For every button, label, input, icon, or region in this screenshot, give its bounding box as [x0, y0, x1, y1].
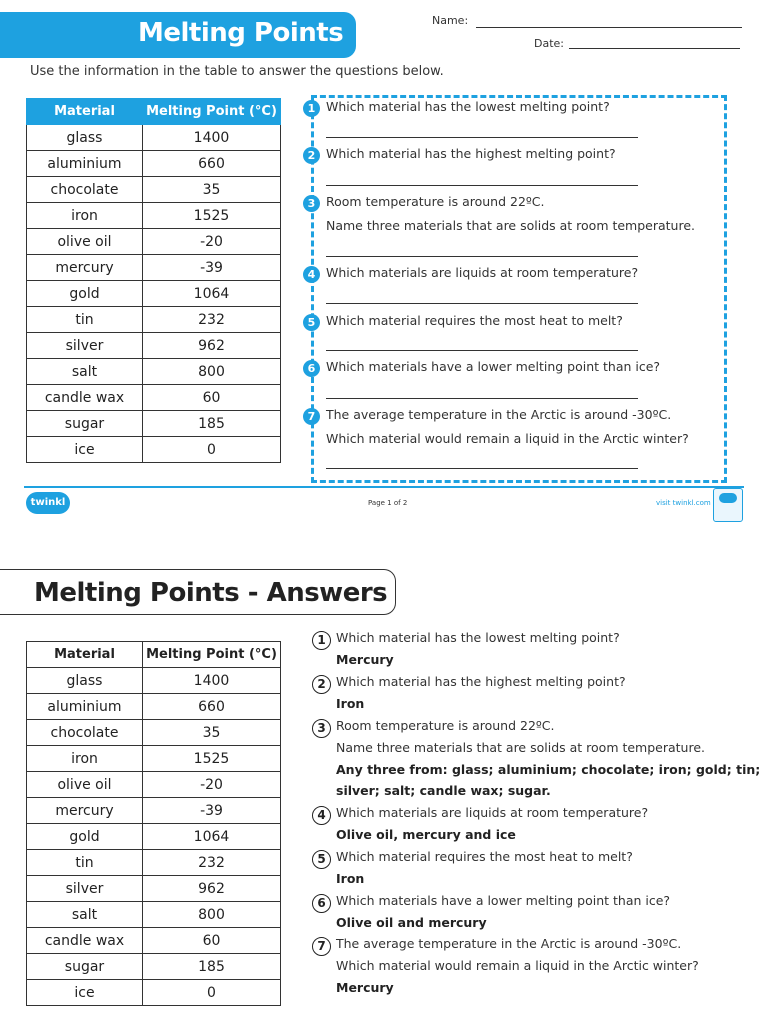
answer-text: silver; salt; candle wax; sugar. — [336, 783, 551, 798]
table-row — [27, 255, 281, 281]
melting-point-cell: -20 — [143, 772, 281, 798]
table-body — [27, 668, 281, 1006]
answer-question-text: Which material has the highest melting point? — [336, 674, 626, 689]
material-cell: mercury — [27, 255, 143, 281]
material-cell: ice — [27, 437, 143, 463]
answer-line[interactable] — [326, 137, 638, 138]
question-text: Which materials are liquids at room temperature? — [326, 265, 639, 280]
material-cell: aluminium — [27, 151, 143, 177]
melting-point-cell: 60 — [143, 385, 281, 411]
answer-question-text: Room temperature is around 22ºC. — [336, 718, 555, 733]
material-cell: iron — [27, 203, 143, 229]
visit-link[interactable]: visit twinkl.com — [656, 499, 711, 507]
material-cell: iron — [27, 746, 143, 772]
material-cell: tin — [27, 307, 143, 333]
material-cell: tin — [27, 850, 143, 876]
material-cell: ice — [27, 980, 143, 1006]
table-row — [27, 824, 281, 850]
melting-point-cell: 962 — [143, 876, 281, 902]
material-cell: olive oil — [27, 229, 143, 255]
answer-question-text: Which materials are liquids at room temperature? — [336, 805, 649, 820]
material-cell: candle wax — [27, 385, 143, 411]
answer-number-icon: 1 — [312, 631, 331, 650]
melting-point-cell: 0 — [143, 980, 281, 1006]
question-text: Room temperature is around 22ºC. — [326, 194, 545, 209]
melting-point-cell: 185 — [143, 411, 281, 437]
table-row — [27, 229, 281, 255]
melting-point-cell: 1064 — [143, 281, 281, 307]
melting-point-cell: 35 — [143, 177, 281, 203]
melting-point-cell: 660 — [143, 151, 281, 177]
melting-point-cell: 35 — [143, 720, 281, 746]
question-text: The average temperature in the Arctic is around -30ºC. — [326, 407, 672, 422]
question-number-icon: 5 — [303, 314, 320, 331]
table-row — [27, 798, 281, 824]
table-header-row — [27, 99, 281, 125]
answer-question-text: Name three materials that are solids at room temperature. — [336, 740, 706, 755]
table-row — [27, 850, 281, 876]
table-row — [27, 668, 281, 694]
melting-point-cell: 660 — [143, 694, 281, 720]
table-row — [27, 437, 281, 463]
table-row — [27, 151, 281, 177]
melting-point-cell: -39 — [143, 255, 281, 281]
material-cell: silver — [27, 876, 143, 902]
answer-question-text: The average temperature in the Arctic is around -30ºC. — [336, 936, 682, 951]
answer-question-text: Which materials have a lower melting point than ice? — [336, 893, 671, 908]
question-text: Which material requires the most heat to melt? — [326, 313, 623, 328]
instructions: Use the information in the table to answer the questions below. — [30, 64, 444, 79]
answer-text: Iron — [336, 696, 365, 711]
table-row — [27, 928, 281, 954]
question-text: Which material would remain a liquid in the Arctic winter? — [326, 431, 689, 446]
material-cell: silver — [27, 333, 143, 359]
table-row — [27, 720, 281, 746]
material-cell: olive oil — [27, 772, 143, 798]
material-cell: gold — [27, 824, 143, 850]
material-cell: aluminium — [27, 694, 143, 720]
table-body — [27, 125, 281, 463]
melting-point-cell: -39 — [143, 798, 281, 824]
column-header-material: Material — [27, 642, 143, 668]
quality-badge-icon — [713, 488, 743, 522]
question-number-icon: 1 — [303, 100, 320, 117]
melting-point-cell: 1064 — [143, 824, 281, 850]
date-field[interactable] — [569, 48, 740, 49]
name-field[interactable] — [476, 27, 742, 28]
table-row — [27, 902, 281, 928]
question-text: Which materials have a lower melting point than ice? — [326, 359, 661, 374]
material-cell: glass — [27, 668, 143, 694]
answer-text: Any three from: glass; aluminium; chocolate; iron; gold; tin; — [336, 762, 761, 777]
material-cell: chocolate — [27, 177, 143, 203]
table-row — [27, 694, 281, 720]
answers-banner — [0, 569, 396, 615]
question-text: Which material has the highest melting point? — [326, 146, 616, 161]
answer-line[interactable] — [326, 350, 638, 351]
table-header-row — [27, 642, 281, 668]
answer-number-icon: 5 — [312, 850, 331, 869]
answer-number-icon: 4 — [312, 806, 331, 825]
material-cell: glass — [27, 125, 143, 151]
table-row — [27, 177, 281, 203]
answer-line[interactable] — [326, 468, 638, 469]
table-row — [27, 772, 281, 798]
question-text: Name three materials that are solids at room temperature. — [326, 218, 696, 233]
answer-line[interactable] — [326, 303, 638, 304]
question-number-icon: 3 — [303, 195, 320, 212]
title-banner — [0, 12, 356, 58]
question-number-icon: 6 — [303, 360, 320, 377]
answer-text: Mercury — [336, 652, 394, 667]
answer-text: Iron — [336, 871, 365, 886]
answer-number-icon: 3 — [312, 719, 331, 738]
name-label: Name: — [432, 14, 469, 27]
date-label: Date: — [534, 37, 564, 50]
question-number-icon: 2 — [303, 147, 320, 164]
melting-point-cell: 60 — [143, 928, 281, 954]
column-header-melting-point: Melting Point (°C) — [143, 642, 281, 668]
material-cell: salt — [27, 359, 143, 385]
material-cell: chocolate — [27, 720, 143, 746]
melting-point-cell: 1400 — [143, 125, 281, 151]
table-row — [27, 411, 281, 437]
column-header-melting-point: Melting Point (°C) — [143, 99, 281, 125]
table-row — [27, 876, 281, 902]
answer-text: Mercury — [336, 980, 394, 995]
material-cell: salt — [27, 902, 143, 928]
table-row — [27, 281, 281, 307]
melting-point-cell: 185 — [143, 954, 281, 980]
answer-question-text: Which material requires the most heat to melt? — [336, 849, 633, 864]
answers-title: Melting Points - Answers — [34, 578, 388, 608]
melting-point-cell: 1525 — [143, 746, 281, 772]
melting-point-cell: -20 — [143, 229, 281, 255]
material-cell: mercury — [27, 798, 143, 824]
page-title: Melting Points — [138, 18, 344, 48]
table-row — [27, 307, 281, 333]
question-number-icon: 4 — [303, 266, 320, 283]
material-cell: sugar — [27, 954, 143, 980]
melting-point-cell: 800 — [143, 902, 281, 928]
column-header-material: Material — [27, 99, 143, 125]
melting-point-cell: 0 — [143, 437, 281, 463]
melting-point-cell: 962 — [143, 333, 281, 359]
melting-point-cell: 800 — [143, 359, 281, 385]
question-text: Which material has the lowest melting point? — [326, 99, 610, 114]
answer-text: Olive oil, mercury and ice — [336, 827, 516, 842]
table-row — [27, 333, 281, 359]
answer-question-text: Which material would remain a liquid in the Arctic winter? — [336, 958, 699, 973]
table-row — [27, 954, 281, 980]
page-number: Page 1 of 2 — [368, 499, 408, 507]
twinkl-logo: twinkl — [26, 492, 70, 514]
answer-number-icon: 7 — [312, 937, 331, 956]
table-row — [27, 203, 281, 229]
footer-divider — [24, 486, 744, 488]
melting-points-table — [26, 98, 281, 463]
answer-number-icon: 2 — [312, 675, 331, 694]
melting-point-cell: 232 — [143, 850, 281, 876]
melting-point-cell: 1525 — [143, 203, 281, 229]
melting-point-cell: 1400 — [143, 668, 281, 694]
answer-number-icon: 6 — [312, 894, 331, 913]
material-cell: sugar — [27, 411, 143, 437]
material-cell: candle wax — [27, 928, 143, 954]
question-number-icon: 7 — [303, 408, 320, 425]
answers-table — [26, 641, 281, 1006]
table-row — [27, 385, 281, 411]
table-row — [27, 125, 281, 151]
answer-line[interactable] — [326, 398, 638, 399]
table-row — [27, 746, 281, 772]
material-cell: gold — [27, 281, 143, 307]
table-row — [27, 359, 281, 385]
answer-line[interactable] — [326, 185, 638, 186]
answer-line[interactable] — [326, 256, 638, 257]
melting-point-cell: 232 — [143, 307, 281, 333]
table-row — [27, 980, 281, 1006]
answer-text: Olive oil and mercury — [336, 915, 487, 930]
answer-question-text: Which material has the lowest melting point? — [336, 630, 620, 645]
